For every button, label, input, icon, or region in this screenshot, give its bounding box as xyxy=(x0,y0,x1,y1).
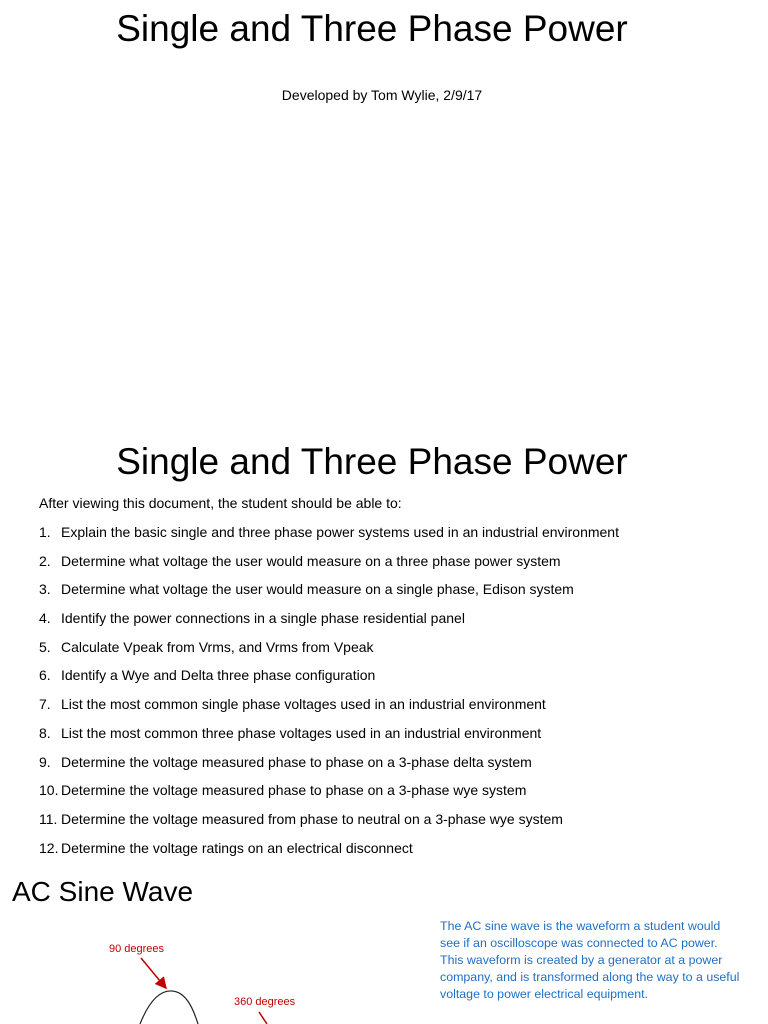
objective-number: 8. xyxy=(39,724,51,741)
arrow-360-degrees xyxy=(259,1012,267,1024)
objective-number: 10. xyxy=(39,782,59,799)
sine-wave-diagram xyxy=(0,920,430,1024)
objectives-list xyxy=(39,522,759,866)
objective-text: Determine what voltage the user would measure on a three phase power system xyxy=(61,552,561,569)
objective-text: Explain the basic single and three phase power systems used in an industrial environment xyxy=(61,524,619,540)
objective-number: 1. xyxy=(39,524,51,540)
objective-text: Determine the voltage measured phase to phase on a 3-phase wye system xyxy=(61,782,527,799)
sine-wave-curve xyxy=(140,991,198,1024)
objective-text: Determine what voltage the user would measure on a single phase, Edison system xyxy=(61,581,574,598)
objective-number: 11. xyxy=(39,810,58,827)
objective-item xyxy=(39,665,759,694)
objective-text: Determine the voltage measured phase to phase on a 3-phase delta system xyxy=(61,753,532,770)
objective-text: Identify the power connections in a single phase residential panel xyxy=(61,610,465,627)
objective-number: 6. xyxy=(39,667,51,684)
label-90-degrees: 90 degrees xyxy=(109,943,165,955)
objective-item xyxy=(39,637,759,666)
objective-item xyxy=(39,694,759,723)
objective-number: 5. xyxy=(39,638,51,655)
slide3-title: AC Sine Wave xyxy=(12,876,194,907)
slide1-subtitle: Developed by Tom Wylie, 2/9/17 xyxy=(281,87,483,103)
label-360-degrees: 360 degrees xyxy=(234,996,296,1008)
objective-item xyxy=(39,579,759,608)
objective-number: 3. xyxy=(39,581,51,598)
slide2-title: Single and Three Phase Power xyxy=(116,441,628,482)
objective-item xyxy=(39,838,759,867)
objective-text: Identify a Wye and Delta three phase configuration xyxy=(61,667,376,684)
objective-number: 7. xyxy=(39,696,51,713)
objective-item xyxy=(39,723,759,752)
arrow-90-degrees xyxy=(141,958,165,987)
objective-text: List the most common single phase voltages used in an industrial environment xyxy=(61,696,546,713)
objective-number: 4. xyxy=(39,610,51,627)
sine-wave-description: The AC sine wave is the waveform a student would see if an oscilloscope was connected to AC power. This waveform is created by a generator at a power company, and is transformed along the way to a useful voltage to power electrical equipment. xyxy=(440,919,740,1001)
objective-item xyxy=(39,809,759,838)
objective-text: List the most common three phase voltages used in an industrial environment xyxy=(61,724,542,741)
objective-text: Determine the voltage ratings on an electrical disconnect xyxy=(61,839,413,856)
objective-number: 2. xyxy=(39,552,51,569)
objective-number: 9. xyxy=(39,753,51,770)
objective-text: Calculate Vpeak from Vrms, and Vrms from Vpeak xyxy=(61,638,374,655)
objective-item xyxy=(39,780,759,809)
objective-item xyxy=(39,752,759,781)
objective-item xyxy=(39,551,759,580)
objective-text: Determine the voltage measured from phase to neutral on a 3-phase wye system xyxy=(61,810,563,827)
slide1-title: Single and Three Phase Power xyxy=(116,8,628,49)
objective-number: 12. xyxy=(39,839,59,856)
objective-item xyxy=(39,522,759,551)
objective-item xyxy=(39,608,759,637)
objectives-intro: After viewing this document, the student should be able to: xyxy=(39,495,402,511)
